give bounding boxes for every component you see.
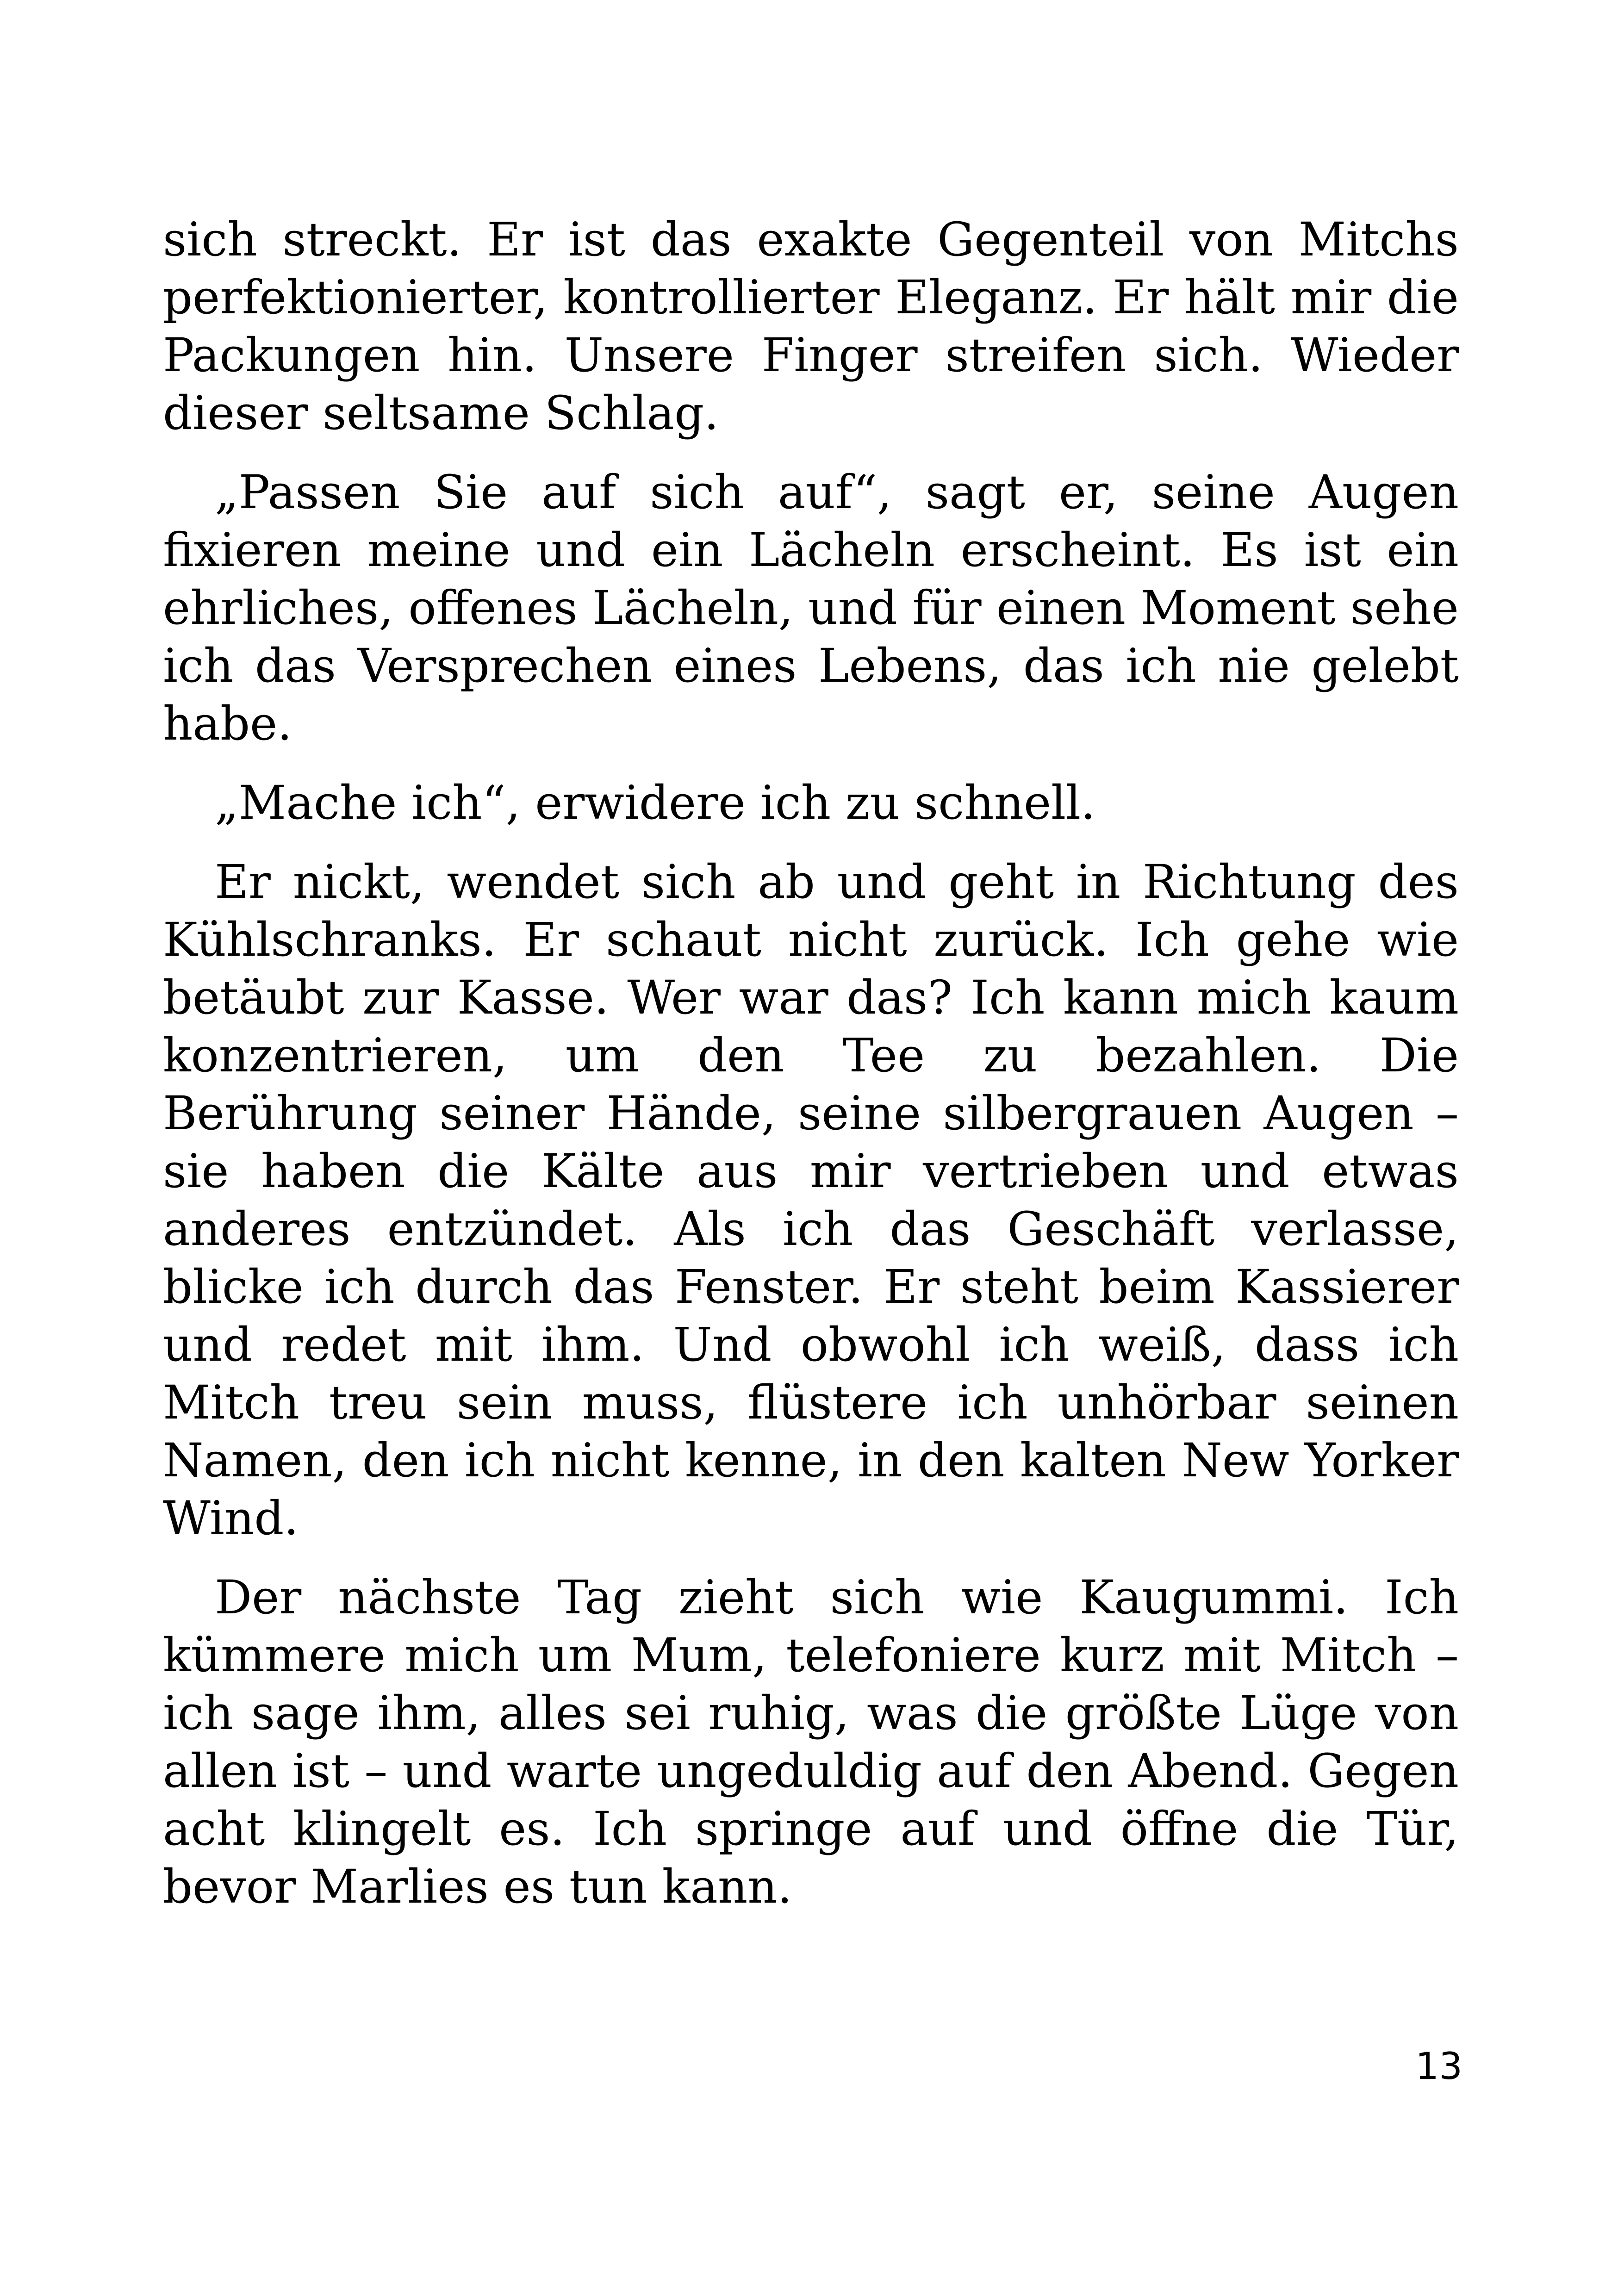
paragraph-3: „Mache ich“, erwidere ich zu schnell. bbox=[215, 776, 1095, 830]
paragraph-2: „Passen Sie auf sich auf“, sagt er, seine Augen fixieren meine und ein Lächeln erscheint. Es ist ein ehrliches, offenes Lächeln, und für einen Moment sehe ich das Versprechen eines Lebens, das ich nie gelebt habe. bbox=[163, 465, 1459, 751]
paragraph-1: sich streckt. Er ist das exakte Gegenteil von Mitchs perfektionierter, kontrollierter Eleganz. Er hält mir die Packungen hin. Unsere Finger streifen sich. Wieder dieser seltsame Schlag. bbox=[163, 212, 1459, 440]
body-text bbox=[163, 211, 1459, 1937]
paragraph-4: Er nickt, wendet sich ab und geht in Richtung des Kühlschranks. Er schaut nicht zurück. Ich gehe wie betäubt zur Kasse. Wer war das? Ich kann mich kaum konzentrieren, um den Tee zu bezahlen. Die Berührung seiner Hände, seine silbergrauen Augen – sie haben die Kälte aus mir vertrieben und etwas anderes entzündet. Als ich das Geschäft verlasse, blicke ich durch das Fenster. Er steht beim Kassierer und redet mit ihm. Und obwohl ich weiß, dass ich Mitch treu sein muss, flüstere ich unhörbar seinen Namen, den ich nicht kenne, in den kalten New Yorker Wind. bbox=[163, 855, 1459, 1545]
paragraph-5: Der nächste Tag zieht sich wie Kaugummi. Ich kümmere mich um Mum, telefoniere kurz mit Mitch – ich sage ihm, alles sei ruhig, was die größte Lüge von allen ist – und warte ungeduldig auf den Abend. Gegen acht klingelt es. Ich springe auf und öffne die Tür, bevor Marlies es tun kann. bbox=[163, 1570, 1459, 1914]
page-number: 13 bbox=[1415, 2045, 1462, 2088]
